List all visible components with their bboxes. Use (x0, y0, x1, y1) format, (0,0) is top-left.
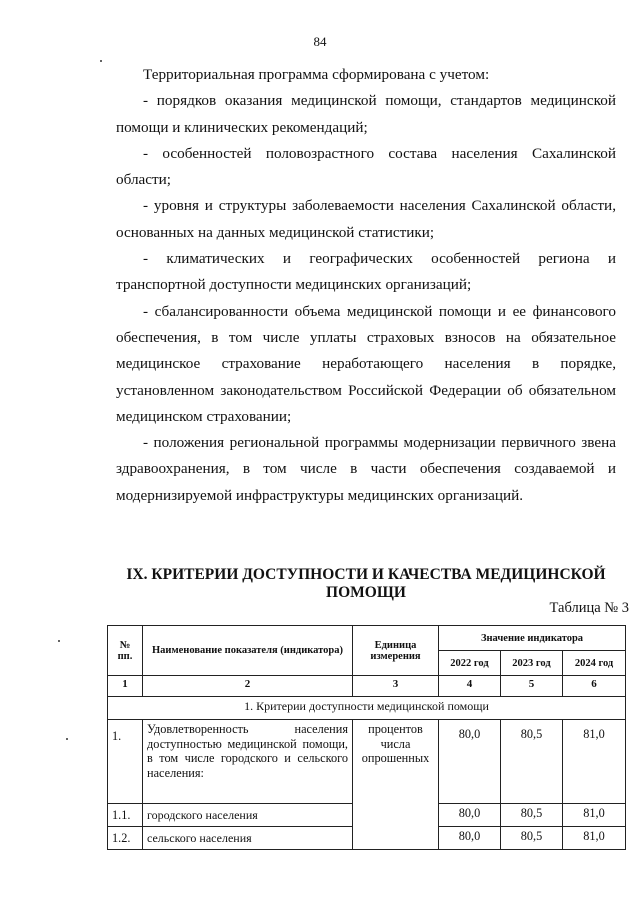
scan-speck (100, 60, 102, 62)
body-text (116, 62, 616, 509)
header-num: № пп. (108, 626, 143, 676)
table-row (108, 720, 626, 804)
row-number: 1.2. (108, 827, 143, 850)
table-header-row (108, 626, 626, 651)
column-number: 5 (501, 676, 563, 697)
header-value-group: Значение индикатора (439, 626, 626, 651)
section-title-row (108, 697, 626, 720)
value-2022: 80,0 (439, 720, 501, 804)
indicator-name: сельского населения (143, 827, 353, 850)
paragraph-item: - положения региональной программы модернизации первичного звена здравоохранения, в том числе в части обеспечения создаваемой и модернизируемой инфраструктуры медицинских организаций. (116, 434, 616, 504)
header-unit: Единица измерения (353, 626, 439, 676)
value-2024: 81,0 (563, 720, 626, 804)
paragraph-item: - особенностей половозрастного состава населения Сахалинской области; (116, 144, 616, 189)
column-number: 2 (143, 676, 353, 697)
column-numbers-row (108, 676, 626, 697)
row-number: 1.1. (108, 804, 143, 827)
header-year: 2022 год (439, 651, 501, 676)
indicator-name: городского населения (143, 804, 353, 827)
scan-speck (66, 738, 68, 740)
header-name: Наименование показателя (индикатора) (143, 626, 353, 676)
row-number: 1. (108, 720, 143, 804)
paragraph-item: - порядков оказания медицинской помощи, стандартов медицинской помощи и клинических рекомендаций; (116, 92, 616, 136)
header-year: 2024 год (563, 651, 626, 676)
value-2024: 81,0 (563, 827, 626, 850)
indicator-name: Удовлетворенность населения доступностью медицинской помощи, в том числе городского и сельского населения: (143, 720, 353, 804)
section-title: 1. Критерии доступности медицинской помощи (108, 697, 626, 720)
table-label: Таблица № 3 (549, 600, 629, 616)
column-number: 1 (108, 676, 143, 697)
value-2024: 81,0 (563, 804, 626, 827)
indicator-unit: процентов числа опрошенных (353, 720, 439, 850)
column-number: 3 (353, 676, 439, 697)
section-heading: IX. КРИТЕРИИ ДОСТУПНОСТИ И КАЧЕСТВА МЕДИЦИНСКОЙ ПОМОЩИ (126, 566, 606, 601)
column-number: 4 (439, 676, 501, 697)
value-2022: 80,0 (439, 804, 501, 827)
column-number: 6 (563, 676, 626, 697)
paragraph-item: - уровня и структуры заболеваемости населения Сахалинской области, основанных на данных медицинской статистики; (116, 197, 616, 241)
value-2022: 80,0 (439, 827, 501, 850)
header-year: 2023 год (501, 651, 563, 676)
scan-speck (58, 640, 60, 642)
value-2023: 80,5 (501, 804, 563, 827)
value-2023: 80,5 (501, 827, 563, 850)
paragraph-intro: Территориальная программа сформирована с учетом: (143, 66, 490, 83)
paragraph-item: - сбалансированности объема медицинской помощи и ее финансового обеспечения, в том числе уплаты страховых взносов на обязательное медицинское страхование неработающего населения в порядке, установленном законодательством Российской Федерации об обязательном медицинском страховании; (116, 302, 616, 425)
indicators-table (107, 625, 626, 850)
value-2023: 80,5 (501, 720, 563, 804)
page-number: 84 (313, 34, 327, 49)
paragraph-item: - климатических и географических особенностей региона и транспортной доступности медицинских организаций; (116, 250, 616, 294)
